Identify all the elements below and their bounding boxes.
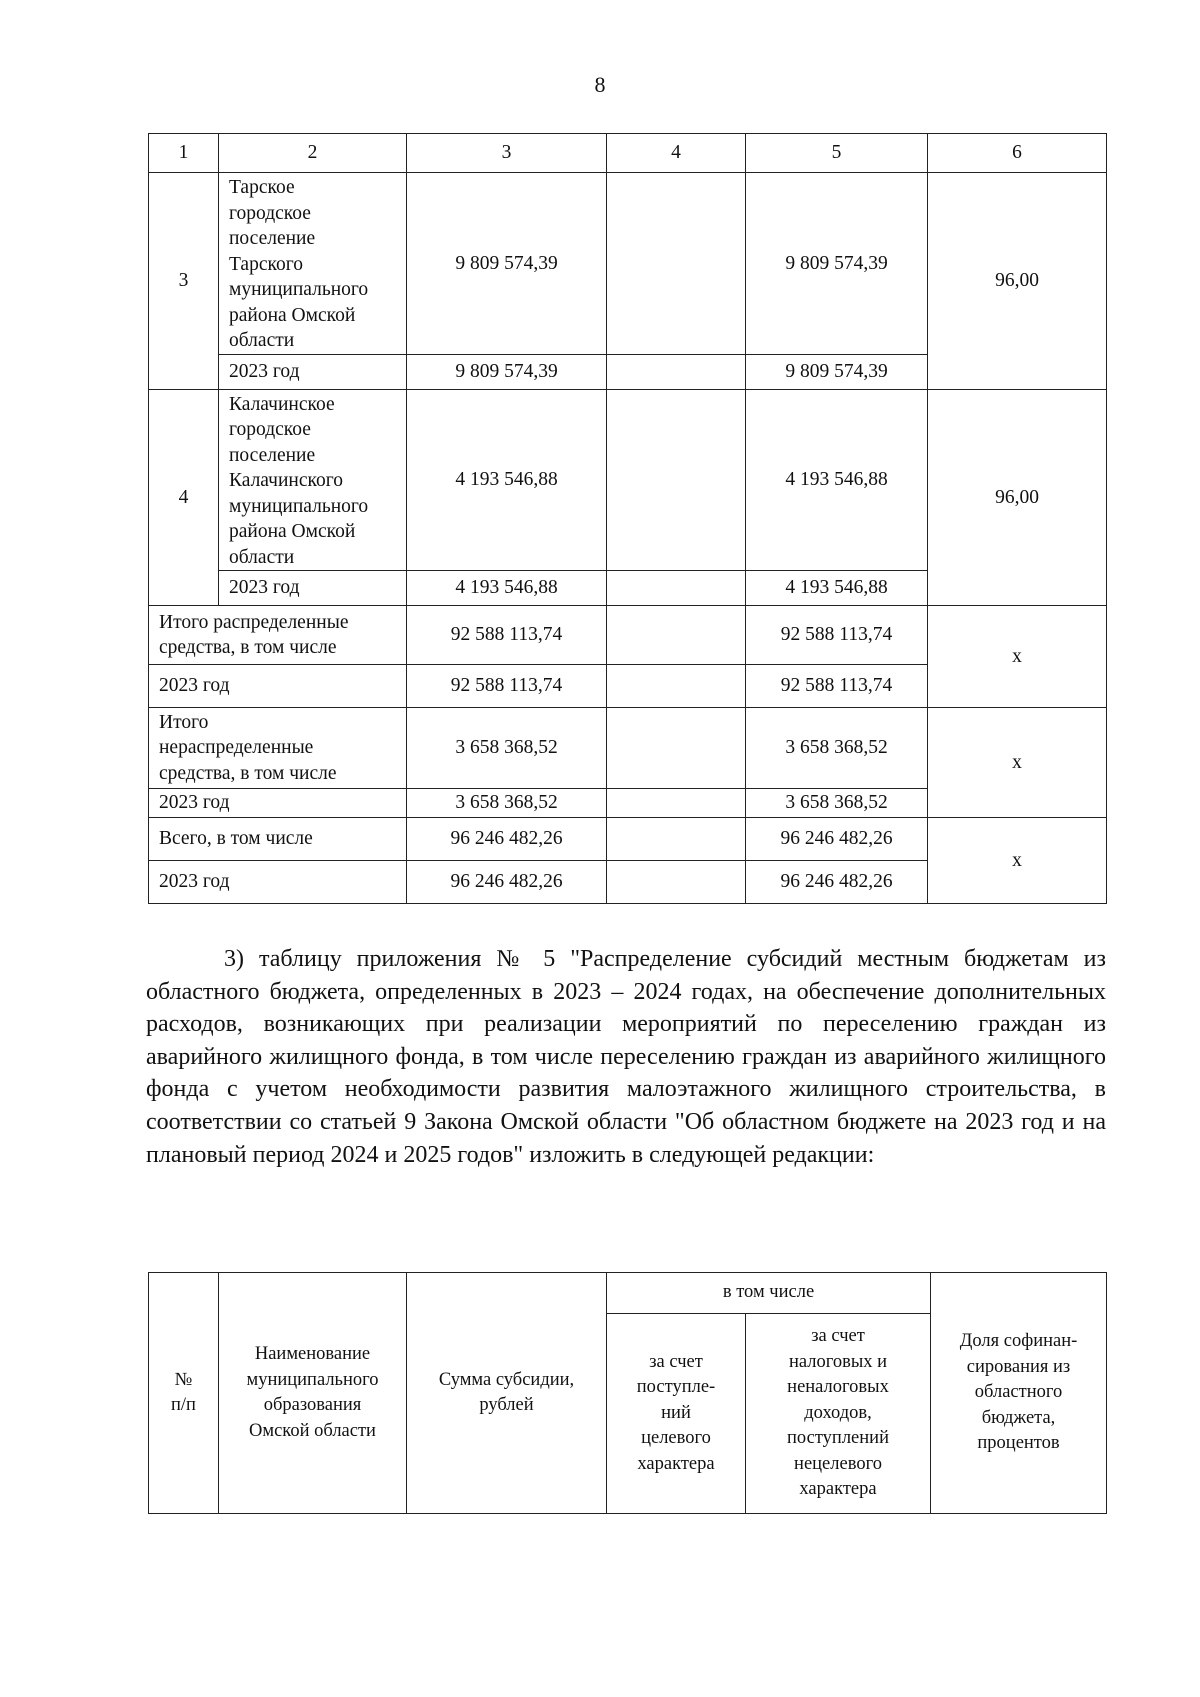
header-row bbox=[149, 1273, 1107, 1314]
row-number: 4 bbox=[149, 389, 219, 606]
year-sum: 9 809 574,39 bbox=[407, 354, 607, 389]
year-sum: 4 193 546,88 bbox=[407, 571, 607, 606]
year-nontarget-funds: 92 588 113,74 bbox=[746, 665, 928, 708]
column-number: 4 bbox=[607, 134, 746, 173]
cofinancing-share: 96,00 bbox=[928, 389, 1107, 606]
cofinancing-share: 96,00 bbox=[928, 173, 1107, 390]
total-sum: 92 588 113,74 bbox=[407, 606, 607, 665]
total-label: Всего, в том числе bbox=[149, 818, 407, 861]
column-number: 3 bbox=[407, 134, 607, 173]
new-table-header bbox=[148, 1272, 1107, 1514]
year-label: 2023 год bbox=[149, 665, 407, 708]
cofinancing-share: х bbox=[928, 818, 1107, 904]
year-nontarget-funds: 4 193 546,88 bbox=[746, 571, 928, 606]
total-nontarget-funds: 96 246 482,26 bbox=[746, 818, 928, 861]
grand-total-row bbox=[149, 818, 1107, 861]
amendment-paragraph bbox=[146, 943, 1106, 1171]
total-label: Итого нераспределенные средства, в том числе bbox=[149, 708, 407, 789]
header-num: № п/п bbox=[149, 1273, 219, 1514]
subsidy-sum: 4 193 546,88 bbox=[407, 389, 607, 571]
page-number: 8 bbox=[594, 72, 606, 97]
nontarget-funds: 9 809 574,39 bbox=[746, 173, 928, 355]
year-target-funds bbox=[607, 789, 746, 818]
subsidy-table-continued bbox=[148, 133, 1107, 904]
table-row bbox=[149, 389, 1107, 571]
year-nontarget-funds: 96 246 482,26 bbox=[746, 861, 928, 904]
total-target-funds bbox=[607, 708, 746, 789]
total-sum: 3 658 368,52 bbox=[407, 708, 607, 789]
total-sum: 96 246 482,26 bbox=[407, 818, 607, 861]
year-label: 2023 год bbox=[149, 861, 407, 904]
year-target-funds bbox=[607, 665, 746, 708]
target-funds bbox=[607, 173, 746, 355]
total-nontarget-funds: 3 658 368,52 bbox=[746, 708, 928, 789]
cofinancing-share: х bbox=[928, 606, 1107, 708]
year-label: 2023 год bbox=[219, 571, 407, 606]
header-subsidy-sum: Сумма субсидии, рублей bbox=[407, 1273, 607, 1514]
column-number: 2 bbox=[219, 134, 407, 173]
cofinancing-share: х bbox=[928, 708, 1107, 818]
year-sum: 96 246 482,26 bbox=[407, 861, 607, 904]
year-target-funds bbox=[607, 571, 746, 606]
year-label: 2023 год bbox=[149, 789, 407, 818]
municipality-name: Тарское городское поселение Тарского муниципального района Омской области bbox=[219, 173, 407, 355]
total-target-funds bbox=[607, 606, 746, 665]
year-nontarget-funds: 9 809 574,39 bbox=[746, 354, 928, 389]
table-row bbox=[149, 173, 1107, 355]
year-target-funds bbox=[607, 861, 746, 904]
municipality-name: Калачинское городское поселение Калачинского муниципального района Омской области bbox=[219, 389, 407, 571]
total-row bbox=[149, 606, 1107, 665]
target-funds bbox=[607, 389, 746, 571]
header-municipality: Наименование муниципального образования Омской области bbox=[219, 1273, 407, 1514]
total-target-funds bbox=[607, 818, 746, 861]
column-number: 5 bbox=[746, 134, 928, 173]
total-nontarget-funds: 92 588 113,74 bbox=[746, 606, 928, 665]
year-target-funds bbox=[607, 354, 746, 389]
header-cofinancing-share: Доля софинан- сирования из областного бюджета, процентов bbox=[931, 1273, 1107, 1514]
total-label: Итого распределенные средства, в том числе bbox=[149, 606, 407, 665]
year-sum: 3 658 368,52 bbox=[407, 789, 607, 818]
header-nontarget-funds: за счет налоговых и неналоговых доходов, поступлений нецелевого характера bbox=[746, 1314, 931, 1514]
nontarget-funds: 4 193 546,88 bbox=[746, 389, 928, 571]
column-number: 6 bbox=[928, 134, 1107, 173]
header-target-funds: за счет поступле- ний целевого характера bbox=[607, 1314, 746, 1514]
header-including: в том числе bbox=[607, 1273, 931, 1314]
column-number: 1 bbox=[149, 134, 219, 173]
subsidy-sum: 9 809 574,39 bbox=[407, 173, 607, 355]
year-label: 2023 год bbox=[219, 354, 407, 389]
row-number: 3 bbox=[149, 173, 219, 390]
amendment-text: 3) таблицу приложения № 5 "Распределение субсидий местным бюджетам из областного бюджета, определенных в 2023 – 2024 годах, на обеспечение дополнительных расходов, возникающих при реализации мероприятий по переселению граждан из аварийного жилищного фонда, в том числе переселению граждан из аварийного жилищного фонда с учетом необходимости развития малоэтажного жилищного строительства, в соответствии со статьей 9 Закона Омской области "Об областном бюджете на 2023 год и на плановый период 2024 и 2025 годов" изложить в следующей редакции: bbox=[146, 946, 1106, 1168]
total-row bbox=[149, 708, 1107, 789]
year-sum: 92 588 113,74 bbox=[407, 665, 607, 708]
column-number-row bbox=[149, 134, 1107, 173]
year-nontarget-funds: 3 658 368,52 bbox=[746, 789, 928, 818]
